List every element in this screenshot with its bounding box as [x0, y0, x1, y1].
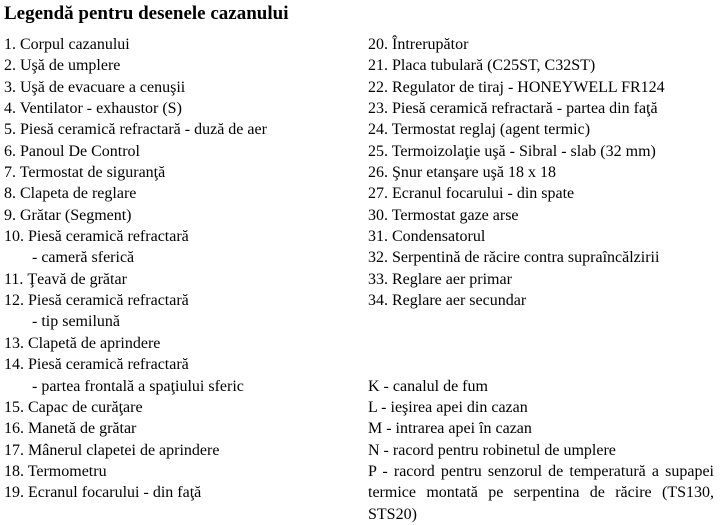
legend-item: 19. Ecranul focarului - din faţă — [4, 484, 202, 502]
legend-item: 32. Serpentină de răcire contra supraîncălzirii — [368, 249, 660, 267]
legend-item: 14. Piesă ceramică refractară — [4, 356, 189, 374]
legend-item: 21. Placa tubulară (C25ST, C32ST) — [368, 57, 596, 75]
legend-item: 1. Corpul cazanului — [4, 36, 130, 53]
legend-item: 31. Condensatorul — [368, 228, 486, 246]
legend-item: 24. Termostat reglaj (agent termic) — [368, 121, 591, 139]
legend-item: 18. Termometru — [4, 462, 107, 480]
legend-item: 3. Uşă de evacuare a cenuşii — [4, 78, 186, 96]
spacer — [368, 354, 714, 375]
legend-item: 5. Piesă ceramică refractară - duză de aer — [4, 121, 267, 139]
legend-item: 25. Termoizolaţie uşă - Sibral - slab (32 mm) — [368, 142, 656, 160]
connection-item: L - ieşirea apei din cazan — [368, 398, 528, 416]
legend-item: 15. Capac de curăţare — [4, 398, 143, 416]
legend-item: 30. Termostat gaze arse — [368, 206, 519, 224]
spacer — [368, 311, 714, 332]
legend-item: 11. Ţeavă de grătar — [4, 270, 127, 288]
document-title: Legendă pentru desenele cazanului — [4, 3, 289, 24]
legend-item: 16. Manetă de grătar — [4, 420, 137, 438]
legend-item-continuation: - cameră sferică — [32, 249, 135, 267]
legend-item: 6. Panoul De Control — [4, 142, 140, 160]
legend-item: 34. Reglare aer secundar — [368, 292, 527, 310]
legend-item: 27. Ecranul focarului - din spate — [368, 185, 575, 203]
legend-item: 12. Piesă ceramică refractară — [4, 292, 189, 310]
legend-item: 20. Întrerupător — [368, 36, 469, 53]
spacer — [368, 333, 714, 354]
legend-item: 4. Ventilator - exhaustor (S) — [4, 100, 182, 118]
connection-item: M - intrarea apei în cazan — [368, 420, 532, 438]
legend-item: 17. Mânerul clapetei de aprindere — [4, 441, 220, 459]
connection-item: K - canalul de fum — [368, 377, 488, 395]
legend-left-column — [4, 34, 267, 504]
legend-item: 33. Reglare aer primar — [368, 270, 512, 288]
legend-item: 23. Piesă ceramică refractară - partea din faţă — [368, 100, 658, 118]
connection-item: P - racord pentru senzorul de temperatură a supapei termice montată pe serpentina de răcire (TS130, STS20) — [368, 462, 714, 523]
legend-item: 8. Clapeta de reglare — [4, 185, 137, 203]
connection-item: N - racord pentru robinetul de umplere — [368, 441, 616, 459]
legend-item: 22. Regulator de tiraj - HONEYWELL FR124 — [368, 78, 665, 96]
legend-item: 10. Piesă ceramică refractară — [4, 228, 189, 246]
legend-right-column — [368, 34, 714, 525]
legend-item: 7. Termostat de siguranţă — [4, 164, 166, 182]
legend-item-continuation: - tip semilună — [32, 313, 120, 331]
legend-item-continuation: - partea frontală a spaţiului sferic — [32, 377, 244, 395]
legend-item: 13. Clapetă de aprindere — [4, 334, 161, 352]
legend-item: 2. Uşă de umplere — [4, 57, 121, 75]
legend-item: 9. Grătar (Segment) — [4, 206, 132, 224]
legend-item: 26. Şnur etanşare uşă 18 x 18 — [368, 164, 556, 182]
